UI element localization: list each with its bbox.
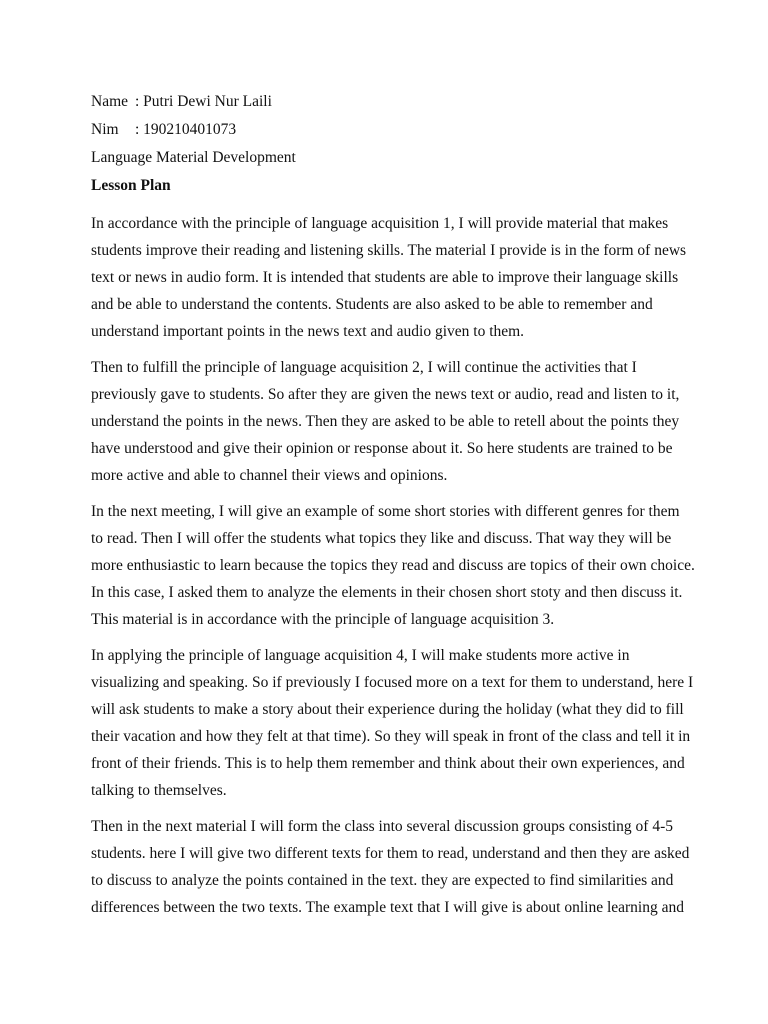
nim-value: : 190210401073	[135, 121, 237, 138]
paragraph-line: In accordance with the principle of language acquisition 1, I will provide material that makes	[91, 215, 669, 232]
document-title: Lesson Plan	[91, 177, 171, 194]
paragraph-line: Then in the next material I will form the class into several discussion groups consisting of 4-5	[91, 818, 673, 835]
paragraph-line: This material is in accordance with the principle of language acquisition 3.	[91, 610, 555, 628]
paragraph-line: students improve their reading and listening skills. The material I provide is in the form of news	[91, 241, 687, 259]
paragraph-line: talking to themselves.	[91, 781, 227, 799]
paragraph-line: to discuss to analyze the points contained in the text. they are expected to find similarities and	[91, 871, 674, 889]
paragraph-line: understand the points in the news. Then they are asked to be able to retell about the points they	[91, 412, 680, 430]
paragraph-line: more enthusiastic to learn because the topics they read and discuss are topics of their own choice.	[91, 556, 695, 574]
paragraph-line: understand important points in the news text and audio given to them.	[91, 322, 525, 340]
student-nim-line	[91, 120, 236, 140]
paragraph-line: In applying the principle of language acquisition 4, I will make students more active in	[91, 647, 630, 664]
paragraph-line: and be able to understand the contents. Students are also asked to be able to remember and	[91, 295, 653, 313]
paragraph-line: more active and able to channel their views and opinions.	[91, 466, 448, 484]
paragraph-line: In this case, I asked them to analyze the elements in their chosen short stoty and then discuss it.	[91, 583, 683, 601]
paragraph-2	[91, 355, 691, 490]
paragraph-line: Then to fulfill the principle of language acquisition 2, I will continue the activities that I	[91, 359, 637, 376]
paragraph-line: visualizing and speaking. So if previously I focused more on a text for them to understand, here I	[91, 673, 694, 691]
paragraph-line: students. here I will give two different texts for them to read, understand and then they are asked	[91, 844, 690, 862]
paragraph-line: front of their friends. This is to help them remember and think about their own experiences, and	[91, 754, 685, 772]
name-label: Name	[91, 93, 129, 110]
paragraph-line: previously gave to students. So after they are given the news text or audio, read and listen to it,	[91, 385, 680, 403]
paragraph-3	[91, 499, 695, 634]
nim-label: Nim	[91, 121, 119, 138]
paragraph-line: to read. Then I will offer the students what topics they like and discuss. That way they will be	[91, 529, 672, 547]
paragraph-line: differences between the two texts. The example text that I will give is about online learning and	[91, 898, 684, 916]
paragraph-line: In the next meeting, I will give an example of some short stories with different genres for them	[91, 503, 680, 520]
paragraph-line: will ask students to make a story about their experience during the holiday (what they did to fill	[91, 700, 684, 718]
paragraph-line: have understood and give their opinion or response about it. So here students are trained to be	[91, 439, 673, 457]
paragraph-line: their vacation and how they felt at that time). So they will speak in front of the class and tell it in	[91, 727, 691, 745]
course-title: Language Material Development	[91, 149, 296, 166]
paragraph-5	[91, 814, 691, 922]
paragraph-line: text or news in audio form. It is intended that students are able to improve their language skills	[91, 268, 679, 286]
paragraph-1	[91, 211, 691, 346]
student-name-line	[91, 92, 272, 112]
paragraph-4	[91, 643, 694, 804]
name-value: : Putri Dewi Nur Laili	[135, 93, 272, 110]
